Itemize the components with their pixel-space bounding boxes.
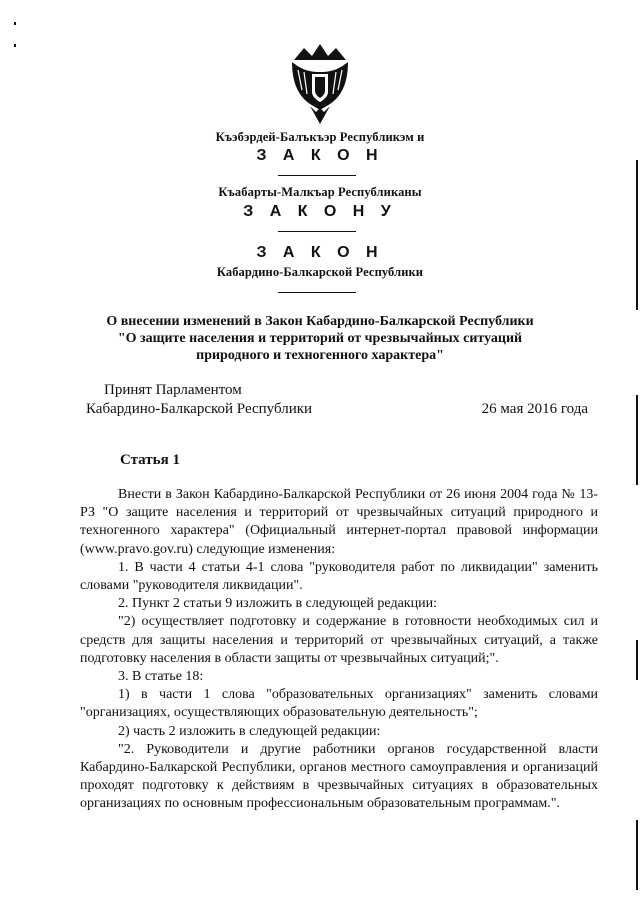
- divider: [278, 175, 356, 176]
- adopted-by-label: Принят Парламентом: [104, 382, 242, 398]
- scan-mark: [14, 22, 16, 25]
- title-line: "О защите населения и территорий от чрезвычайных ситуаций: [117, 331, 523, 346]
- article-body: [80, 486, 598, 814]
- document-title: [60, 313, 580, 364]
- scan-edge-mark: [636, 820, 638, 890]
- article-paragraph: Внести в Закон Кабардино-Балкарской Республики от 26 июня 2004 года № 13-РЗ "О защите населения и территорий от чрезвычайных ситуаций природного и техногенного характера" (Официальный интернет-портал правовой информации (www.pravo.gov.ru) следующие изменения:: [80, 487, 598, 557]
- article-paragraph: "2) осуществляет подготовку и содержание в готовности необходимых сил и средств для защиты населения и территорий от чрезвычайных ситуаций, а также подготовку населения в области защиты от чрезвычайных ситуаций;".: [80, 614, 598, 666]
- balkar-law-heading: З А К О Н У: [243, 203, 397, 220]
- article-paragraph: 3. В статье 18:: [118, 669, 204, 685]
- scan-edge-mark: [636, 395, 638, 485]
- kabardian-republic-heading: Къэбэрдей-Балъкъэр Республикэм и: [215, 130, 425, 144]
- title-line: О внесении изменений в Закон Кабардино-Балкарской Республики: [106, 314, 534, 329]
- title-line: природного и техногенного характера": [196, 348, 444, 363]
- article-heading: Статья 1: [120, 452, 180, 468]
- kabardian-law-heading: З А К О Н: [256, 147, 384, 164]
- article-paragraph: 1) в части 1 слова "образовательных организациях" заменить словами "организациях, осуществляющих образовательную деятельность";: [80, 687, 598, 721]
- russian-republic-heading: Кабардино-Балкарской Республики: [216, 265, 424, 279]
- divider: [278, 292, 356, 293]
- adoption-date: 26 мая 2016 года: [481, 401, 588, 417]
- divider: [278, 231, 356, 232]
- article-paragraph: 2. Пункт 2 статьи 9 изложить в следующей редакции:: [118, 596, 437, 612]
- scan-edge-mark: [636, 640, 638, 680]
- scan-mark: [14, 44, 16, 47]
- coat-of-arms-emblem: [288, 42, 352, 126]
- article-paragraph: "2. Руководители и другие работники органов государственной власти Кабардино-Балкарской Республики, органов местного самоуправления и организаций проходят подготовку к действиям в чрезвычайных ситуациях в образовательных организациях по основным профессиональным образовательным программам.".: [80, 741, 598, 812]
- scan-edge-mark: [636, 160, 638, 310]
- article-paragraph: 2) часть 2 изложить в следующей редакции:: [118, 723, 381, 739]
- article-paragraph: 1. В части 4 статьи 4-1 слова "руководителя работ по ликвидации" заменить словами "руководителя ликвидации".: [80, 559, 598, 594]
- adopted-by-parliament: Кабардино-Балкарской Республики: [86, 401, 313, 417]
- balkar-republic-heading: Къабарты-Малкъар Республиканы: [218, 185, 422, 199]
- russian-law-heading: З А К О Н: [256, 244, 384, 261]
